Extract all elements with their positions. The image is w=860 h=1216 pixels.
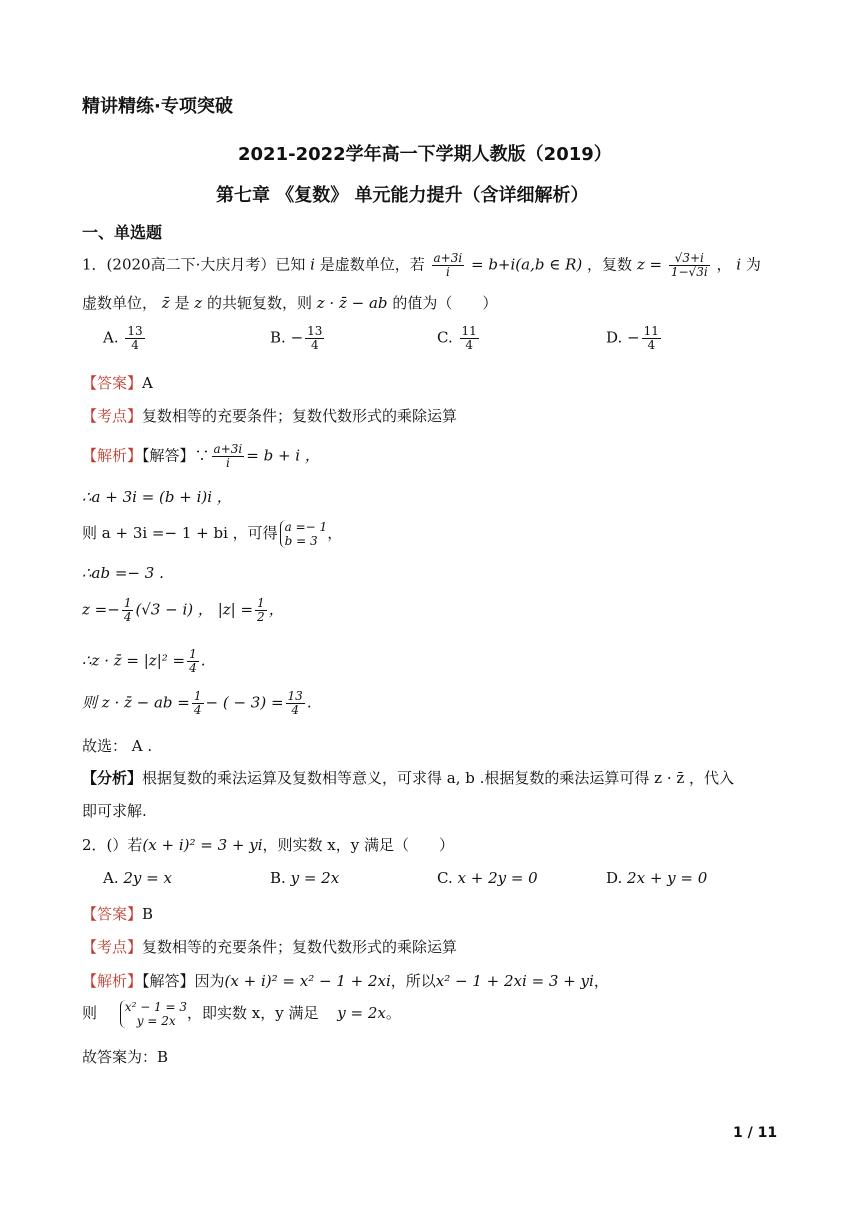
q2-answer: 【答案】B [82,905,154,923]
q1-solution-step7: 则 z · z̄ − ab = $\frac{1}{4}$ − ( − 3) = $\frac{13}{4}$ . [82,689,312,717]
q1-line2-d: 的值为（ ） [392,294,498,312]
q1-stem-c: ， [716,255,732,274]
q1-stem-line1 [82,252,761,279]
q1-expr: z · z̄ − ab [316,294,388,312]
q1-solution-step2: ∴a + 3i = (b + i)i ， [82,488,232,506]
q2-option-b: B. y = 2x [270,869,340,887]
q1-zbar: z̄ [161,294,170,312]
q1-answer: 【答案】A [82,374,153,392]
q1-solution-step6: ∴z · z̄ = |z|² = $\frac{1}{4}$ . [82,647,206,675]
q1-fraction-1: $\frac{a+3i}{i}$ [433,251,463,279]
q1-stem-line2 [82,292,497,313]
q1-analysis-line1: 【分析】根据复数的乘法运算及复数相等意义，可求得 a, b .根据复数的乘法运算可得 z · z̄ ，代入 [82,769,735,787]
q1-option-a: A. $\frac{13}{4}$ [103,324,143,352]
q1-solution-step3: 则 a + 3i =− 1 + bi ，可得 a =− 1 b = 3 ， [82,520,343,548]
q2-solution-system: 则 x² − 1 = 3 y = 2x ，即实数 x，y 满足 y = 2x。 [82,1000,401,1028]
section-heading: 一、单选题 [82,223,163,242]
doc-title-line2: 第七章 《复数》 单元能力提升（含详细解析） [216,185,589,206]
q1-stem-d: 为 [745,255,761,274]
q2-option-d: D. 2x + y = 0 [606,869,708,887]
q2-stem: 2．(）若(x + i)² = 3 + yi，则实数 x，y 满足（ ） [82,836,454,854]
q1-solution-step1: 【解析】【解答】∵ $\frac{a+3i}{i}$ = b + i ， [82,442,320,470]
q1-i-symbol: i [310,255,315,274]
q2-final: 故答案为：B [82,1048,169,1066]
q1-z-label: z = [636,255,663,274]
q1-i-symbol-2: i [736,255,742,274]
q1-solution-step4: ∴ab =− 3 . [82,564,164,582]
q1-line2-c: 的共轭复数，则 [206,294,312,312]
q1-z-symbol: z [194,294,203,312]
q1-eq1: = b+i(a,b ∈ R) [470,255,583,274]
q2-solution: 【解析】【解答】因为(x + i)² = x² − 1 + 2xi，所以x² − 1 + 2xi = 3 + yi， [82,972,609,990]
q1-knowledge-point: 【考点】复数相等的充要条件；复数代数形式的乘除运算 [82,407,458,425]
q1-line2-a: 虚数单位， [82,294,158,312]
q2-option-c: C. x + 2y = 0 [437,869,538,887]
q1-option-d: D. − $\frac{11}{4}$ [606,324,659,352]
q1-stem-b: ，复数 [587,255,633,274]
q1-choose: 故选： A . [82,737,153,755]
q1-line2-b: 是 [174,294,190,312]
q1-option-b: B. − $\frac{13}{4}$ [270,324,323,352]
q1-solution-step5: z =− $\frac{1}{4}$ (√3 − i) ， |z| = $\frac{1}{2}$ ， [82,596,284,624]
doc-title-line1: 2021-2022学年高一下学期人教版（2019） [238,144,612,165]
page-number: 1 / 11 [733,1125,778,1141]
q2-knowledge-point: 【考点】复数相等的充要条件；复数代数形式的乘除运算 [82,938,458,956]
q1-option-c: C. $\frac{11}{4}$ [437,324,477,352]
q1-analysis-line2: 即可求解. [82,802,147,820]
q2-option-a: A. 2y = x [103,869,172,887]
series-label: 精讲精练·专项突破 [82,96,233,117]
q1-stem-a: 是虚数单位，若 [319,255,425,274]
q1-fraction-2: $\frac{√3+i}{1-√3i}$ [670,251,708,279]
q1-prefix: 1．(2020高二下·大庆月考）已知 [82,255,306,274]
